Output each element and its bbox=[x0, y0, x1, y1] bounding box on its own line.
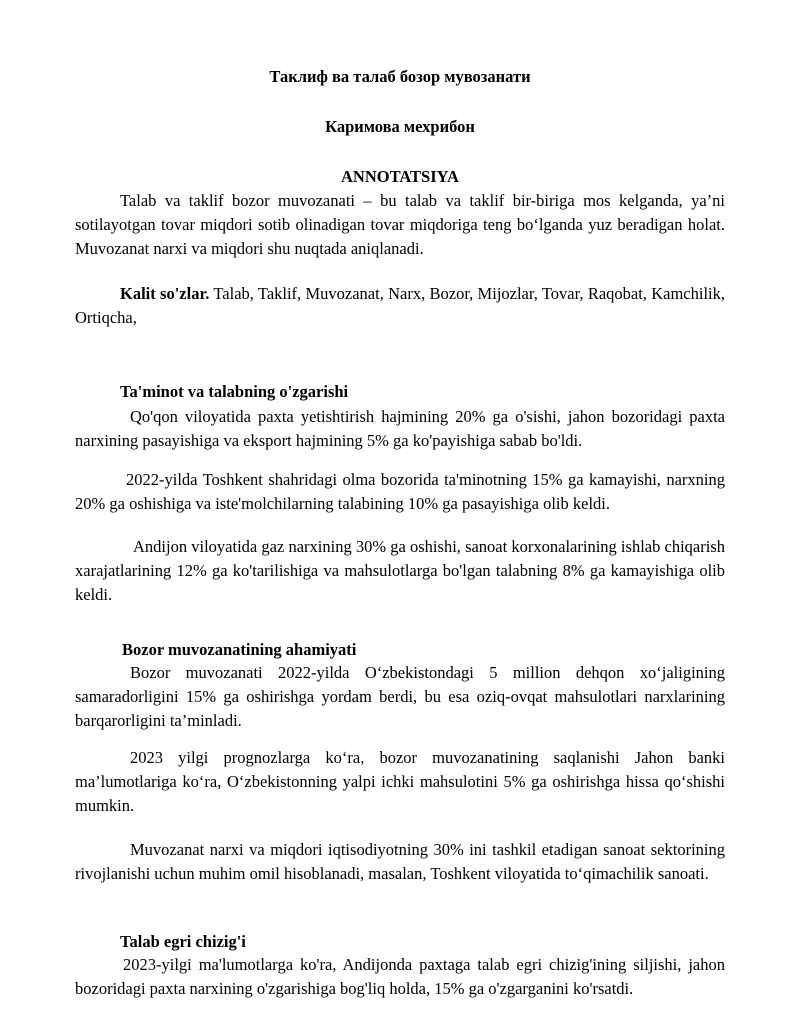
section-heading: Talab egri chizig'i bbox=[120, 932, 246, 951]
section-heading: Bozor muvozanatining ahamiyati bbox=[122, 640, 357, 659]
annotation-heading: ANNOTATSIYA bbox=[341, 167, 459, 186]
section-paragraph: Qo'qon viloyatida paxta yetishtirish hajmining 20% ga o'sishi, jahon bozoridagi paxta narxining pasayishiga va eksport hajmining 5% ga ko'payishiga sabab bo'ldi. bbox=[75, 407, 725, 451]
annotation-paragraph: Talab va taklif bozor muvozanati – bu talab va taklif bir-biriga mos kelganda, ya’ni sotilayotgan tovar miqdori sotib olinadigan tovar miqdoriga teng bo‘lganda yuz beradigan holat. Muvozanat narxi va miqdori shu nuqtada aniqlanadi. bbox=[75, 191, 725, 259]
section-paragraph: Bozor muvozanati 2022-yilda O‘zbekistondagi 5 million dehqon xo‘jaligining samaradorligini 15% ga oshirishga yordam berdi, bu esa oziq-ovqat mahsulotlari narxlarining barqarorligini ta’minladi. bbox=[75, 663, 725, 731]
section-paragraph: Andijon viloyatida gaz narxining 30% ga oshishi, sanoat korxonalarining ishlab chiqarish xarajatlarining 12% ga ko'tarilishiga va mahsulotlarga bo'lgan talabning 8% ga kamayishiga olib keldi. bbox=[75, 537, 725, 605]
keywords-list: Talab, Taklif, Muvozanat, Narx, Bozor, Mijozlar, Tovar, Raqobat, Kamchilik, Ortiqcha, bbox=[75, 284, 725, 328]
keywords-label: Kalit so'zlar. bbox=[120, 284, 210, 303]
author-name: Каримова мехрибон bbox=[325, 117, 475, 136]
section-paragraph: Muvozanat narxi va miqdori iqtisodiyotning 30% ini tashkil etadigan sanoat sektorining rivojlanishi uchun muhim omil hisoblanadi, masalan, Toshkent viloyatida to‘qimachilik sanoati. bbox=[75, 840, 725, 884]
section-paragraph: 2022-yilda Toshkent shahridagi olma bozorida ta'minotning 15% ga kamayishi, narxning 20% ga oshishiga va iste'molchilarning talabining 10% ga pasayishiga olib keldi. bbox=[75, 470, 725, 514]
section-paragraph: 2023 yilgi prognozlarga ko‘ra, bozor muvozanatining saqlanishi Jahon banki ma’lumotlariga ko‘ra, O‘zbekistonning yalpi ichki mahsulotini 5% ga oshirishga hissa qo‘shishi mumkin. bbox=[75, 748, 725, 816]
section-heading: Ta'minot va talabning o'zgarishi bbox=[120, 382, 349, 401]
document-title: Таклиф ва талаб бозор мувозанати bbox=[269, 67, 531, 86]
section-paragraph: 2023-yilgi ma'lumotlarga ko'ra, Andijonda paxtaga talab egri chizig'ining siljishi, jahon bozoridagi paxta narxining o'zgarishiga bog'liq holda, 15% ga o'zgarganini ko'rsatdi. bbox=[75, 955, 725, 999]
keywords-paragraph bbox=[75, 282, 725, 330]
